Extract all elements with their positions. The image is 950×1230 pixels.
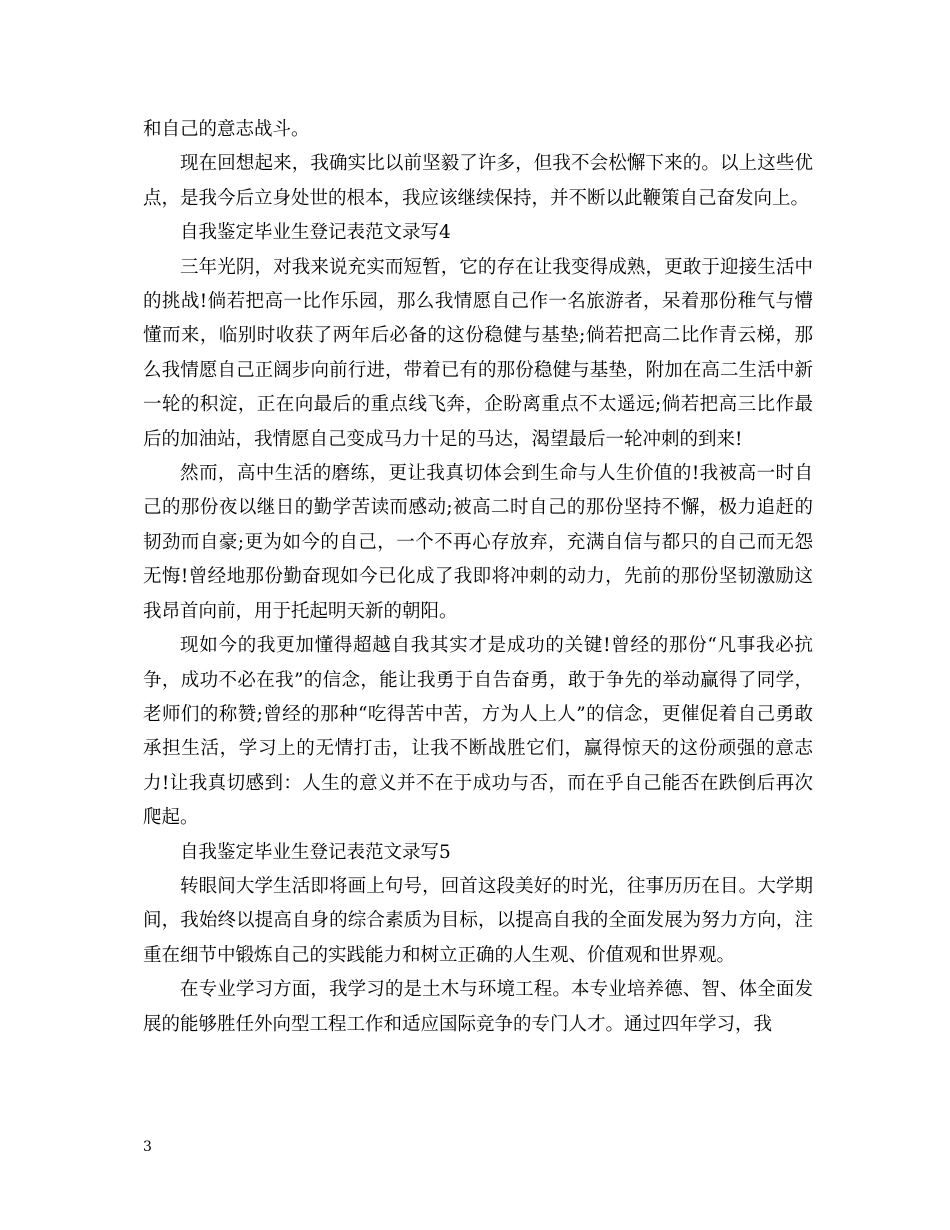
section-heading-4: 自我鉴定毕业生登记表范文录写4 bbox=[180, 222, 451, 244]
paragraph-1: 和自己的意志战斗。 bbox=[143, 119, 310, 140]
paragraph-2: 现在回想起来，我确实比以前坚毅了许多，但我不会松懈下来的。以上这些优点，是我今后立身处世的根本，我应该继续保持，并不断以此鞭策自己奋发向上。 bbox=[143, 153, 813, 209]
paragraph-6: 转眼间大学生活即将画上句号，回首这段美好的时光，往事历历在目。大学期间，我始终以提高自身的综合素质为目标，以提高自我的全面发展为努力方向，注重在细节中锻炼自己的实践能力和树立正确的人生观、价值观和世界观。 bbox=[143, 875, 813, 966]
paragraph-3: 三年光阴，对我来说充实而短暂，它的存在让我变得成熟，更敢于迎接生活中的挑战!倘若把高一比作乐园，那么我情愿自己作一名旅游者，呆着那份稚气与懵懂而来，临别时收获了两年后必备的这份稳健与基垫;倘若把高二比作青云梯，那么我情愿自己正阔步向前行进，带着已有的那份稳健与基垫，附加在高二生活中新一轮的积淀，正在向最后的重点线飞奔，企盼离重点不太遥远;倘若把高三比作最后的加油站，我情愿自己变成马力十足的马达，渴望最后一轮冲刺的到来! bbox=[143, 256, 814, 450]
section-heading-5: 自我鉴定毕业生登记表范文录写5 bbox=[180, 841, 451, 863]
paragraph-5: 现如今的我更加懂得超越自我其实才是成功的关键!曾经的那份“凡事我必抗争，成功不必在我”的信念，能让我勇于自告奋勇，敢于争先的举动赢得了同学，老师们的称赞;曾经的那种“吃得苦中苦，方为人上人”的信念，更催促着自己勇敢承担生活，学习上的无情打击，让我不断战胜它们，赢得惊天的这份顽强的意志力!让我真切感到：人生的意义并不在于成功与否，而在乎自己能否在跌倒后再次爬起。 bbox=[143, 635, 813, 829]
paragraph-7: 在专业学习方面，我学习的是土木与环境工程。本专业培养德、智、体全面发展的能够胜任外向型工程工作和适应国际竞争的专门人才。通过四年学习，我 bbox=[143, 979, 813, 1035]
document-body bbox=[143, 113, 813, 1042]
page-number: 3 bbox=[143, 1139, 152, 1155]
paragraph-4: 然而，高中生活的磨练，更让我真切体会到生命与人生价值的!我被高一时自己的那份夜以继日的勤学苦读而感动;被高二时自己的那份坚持不懈，极力追赶的韧劲而自豪;更为如今的自己，一个不再心存放弃，充满自信与都只的自己而无怨无悔!曾经地那份勤奋现如今已化成了我即将冲刺的动力，先前的那份坚韧激励这我昂首向前，用于托起明天新的朝阳。 bbox=[143, 463, 813, 622]
